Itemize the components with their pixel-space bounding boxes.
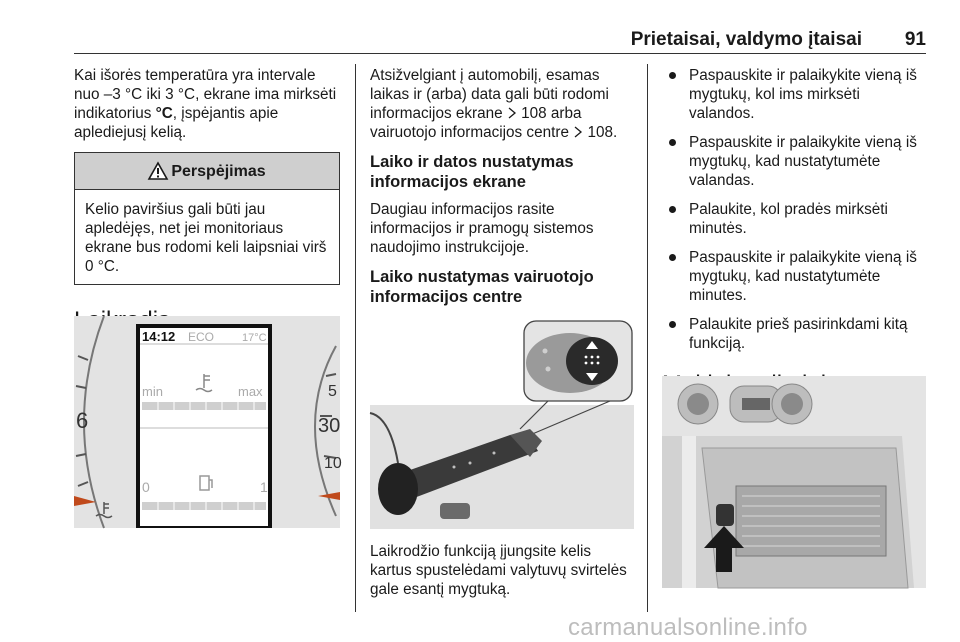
- info-display-paragraph: Daugiau informacijos rasite informacijos ir pramogų sistemos naudojimo instrukcijoje.: [370, 201, 594, 256]
- page-header: [74, 26, 926, 56]
- list-item: Paspauskite ir palaikykite vieną iš mygtukų, kol ims mirksėti valandos.: [662, 66, 928, 123]
- warning-text: Kelio paviršius gali būti jau apledėjęs, net jei monitoriaus ekrane bus rodomi keli laipsniai virš 0 °C.: [85, 201, 327, 275]
- column-1: [74, 66, 340, 335]
- instrument-cluster-illustration: [74, 316, 340, 528]
- right-gauge-number-b: 30: [318, 415, 341, 437]
- list-item: Paspauskite ir palaikykite vieną iš mygtukų, kad nustatytumėte valandas.: [662, 133, 928, 190]
- watermark: carmanualsonline.info: [568, 614, 808, 641]
- cluster-time: 14:12: [142, 329, 176, 344]
- cluster-temp: 17°C: [242, 332, 267, 344]
- intro-paragraph-2: Atsižvelgiant į automobilį, esamas laikas ir (arba) data gali būti rodomi informacijos ekrane 108 arba vairuotojo informacijos centre 108.: [370, 67, 618, 141]
- right-gauge-number-c: 10: [324, 455, 342, 472]
- dashboard-vents: [678, 384, 812, 424]
- page-number: 91: [904, 29, 926, 50]
- warning-header: [75, 153, 339, 190]
- header-rule: [74, 53, 926, 54]
- left-gauge-number: 6: [76, 408, 89, 433]
- page-ref-icon: [573, 126, 583, 138]
- column-2: [370, 66, 634, 315]
- power-outlet-illustration: [662, 376, 926, 588]
- column-divider-1: [355, 64, 356, 612]
- warning-icon: [148, 162, 168, 180]
- cluster-mode: ECO: [188, 330, 215, 344]
- heading-info-display: Laiko ir datos nustatymas informacijos ekrane: [370, 153, 574, 191]
- intro-paragraph: Kai išorės temperatūra yra intervale nuo –3 °C iki 3 °C, ekrane ima mirksėti indikatorius °C, įspėjantis apie aplediejusį kelią.: [74, 67, 337, 141]
- wiper-stalk-illustration: [370, 317, 634, 529]
- cluster-fuel-zero: 0: [142, 479, 150, 495]
- figure-caption: Laikrodžio funkciją įjungsite kelis kartus spustelėdami valytuvų svirtelės gale esantį mygtuką.: [370, 543, 627, 598]
- steps-list: [662, 66, 928, 353]
- cluster-min: min: [142, 384, 163, 399]
- list-item: Palaukite, kol pradės mirksėti minutės.: [662, 200, 928, 238]
- column-3: [662, 66, 928, 399]
- column-divider-2: [647, 64, 648, 612]
- warning-box: [74, 152, 340, 285]
- header-title: Prietaisai, valdymo įtaisai: [630, 29, 862, 50]
- cluster-max: max: [238, 384, 263, 399]
- right-gauge-number-a: 5: [328, 383, 337, 400]
- heading-driver-info-centre: Laiko nustatymas vairuotojo informacijos centre: [370, 268, 594, 306]
- page-ref-icon: [507, 107, 517, 119]
- warning-title: Perspėjimas: [171, 162, 266, 180]
- list-item: Palaukite prieš pasirinkdami kitą funkciją.: [662, 315, 928, 353]
- caption-block: [370, 542, 634, 609]
- list-item: Paspauskite ir palaikykite vieną iš mygtukų, kad nustatytumėte minutes.: [662, 248, 928, 305]
- cluster-fuel-one: 1: [260, 479, 268, 495]
